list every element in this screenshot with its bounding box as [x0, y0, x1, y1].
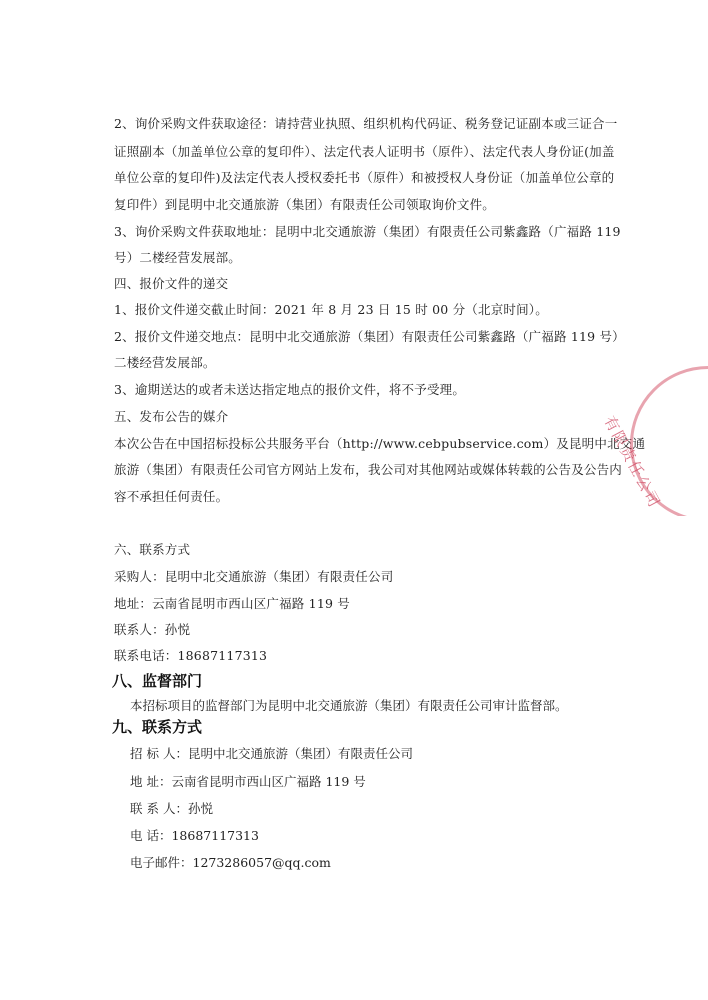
section9-phone: 电 话：18687117313 [130, 828, 259, 843]
section4-item2-line1: 2、报价文件递交地点：昆明中北交通旅游（集团）有限责任公司紫鑫路（广福路 119 号） [114, 329, 625, 344]
section6-purchaser: 采购人：昆明中北交通旅游（集团）有限责任公司 [114, 569, 394, 584]
section6-heading: 六、联系方式 [114, 542, 191, 557]
section5-para-line3: 容不承担任何责任。 [114, 489, 229, 504]
section4-heading: 四、报价文件的递交 [114, 276, 229, 291]
section4-item1: 1、报价文件递交截止时间：2021 年 8 月 23 日 15 时 00 分（北京时间）。 [114, 302, 548, 317]
section6-phone: 联系电话：18687117313 [114, 648, 268, 663]
section8-heading: 八、监督部门 [112, 672, 203, 690]
section5-para-line2: 旅游（集团）有限责任公司官方网站上发布，我公司对其他网站或媒体转载的公告及公告内 [114, 462, 623, 477]
section5-para-line1: 本次公告在中国招标投标公共服务平台（http://www.cebpubservice.com）及昆明中北交通 [114, 436, 646, 451]
section8-text: 本招标项目的监督部门为昆明中北交通旅游（集团）有限责任公司审计监督部。 [130, 698, 568, 713]
section9-address: 地 址：云南省昆明市西山区广福路 119 号 [130, 774, 366, 789]
section9-heading: 九、联系方式 [112, 718, 203, 736]
section6-contact: 联系人：孙悦 [114, 622, 191, 637]
section3-item3-line2: 号）二楼经营发展部。 [114, 250, 242, 265]
section3-item2-line2: 证照副本（加盖单位公章的复印件）、法定代表人证明书（原件）、法定代表人身份证(加盖 [114, 144, 615, 159]
section6-address: 地址：云南省昆明市西山区广福路 119 号 [114, 596, 351, 611]
section5-heading: 五、发布公告的媒介 [114, 409, 229, 424]
company-seal-stamp [600, 366, 708, 516]
section9-contact: 联 系 人：孙悦 [130, 801, 213, 816]
section3-item3-line1: 3、询价采购文件获取地址：昆明中北交通旅游（集团）有限责任公司紫鑫路（广福路 119 [114, 224, 621, 239]
section3-item2-line4: 复印件）到昆明中北交通旅游（集团）有限责任公司领取询价文件。 [114, 197, 496, 212]
section9-email: 电子邮件：1273286057@qq.com [130, 855, 331, 870]
seal-text: 有限责任公司 [600, 412, 665, 512]
section4-item3: 3、逾期送达的或者未送达指定地点的报价文件，将不予受理。 [114, 382, 466, 397]
section4-item2-line2: 二楼经营发展部。 [114, 355, 216, 370]
section9-tenderer: 招 标 人：昆明中北交通旅游（集团）有限责任公司 [130, 746, 413, 761]
section3-item2-line1: 2、询价采购文件获取途径：请持营业执照、组织机构代码证、税务登记证副本或三证合一 [114, 116, 618, 131]
section3-item2-line3: 单位公章的复印件)及法定代表人授权委托书（原件）和被授权人身份证（加盖单位公章的 [114, 170, 615, 185]
